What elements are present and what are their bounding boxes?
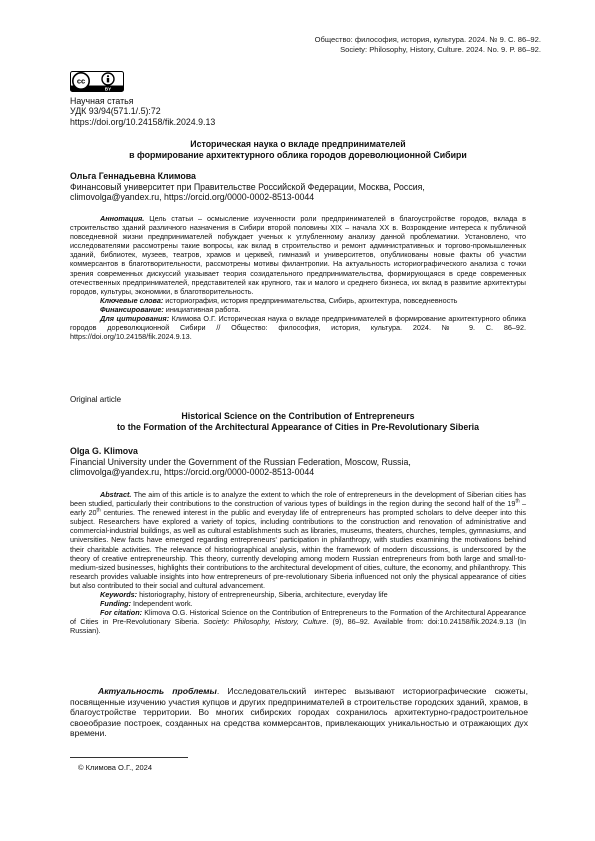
intro-paragraph	[70, 686, 528, 739]
en-abstract-label: Abstract.	[100, 490, 132, 499]
ru-abstract-block	[70, 214, 526, 341]
en-affiliation: Financial University under the Government of the Russian Federation, Moscow, Russia,	[70, 456, 411, 467]
en-abstract-text: The aim of this article is to analyze the extent to which the role of entrepreneurs in the development of Siberian cities has been studied, particularly their contributions to the construction of various types of buildings in the region during the second half of the 19	[70, 490, 526, 509]
en-title	[70, 411, 526, 433]
en-funding-text: Independent work.	[133, 599, 193, 609]
doi-link[interactable]: https://doi.org/10.24158/fik.2024.9.13	[70, 116, 216, 127]
ru-keywords-label: Ключевые слова:	[100, 295, 164, 305]
ru-author-block	[70, 171, 530, 203]
article-type: Научная статья	[70, 96, 134, 106]
intro-section	[70, 686, 528, 739]
en-abstract-block	[70, 490, 526, 636]
ru-funding	[70, 305, 526, 314]
en-funding-label: Funding:	[100, 599, 132, 609]
cc-logo-text: cc	[76, 76, 86, 86]
en-citation-text: Klimova O.G. Historical Science on the Contribution of Entrepreneurs to the Formation of the Architectural Appearance of Cities in Pre-Revolutionary Siberia.	[70, 608, 526, 627]
by-logo-text: BY	[104, 86, 112, 92]
en-abstract-text: – early 20	[70, 499, 527, 518]
ru-title-line: в формирование архитектурного облика городов дореволюционной Сибири	[129, 150, 467, 161]
ru-citation-text: Климова О.Г. Историческая наука о вкладе предпринимателей в формирование архитектурного облика городов дореволюционной Сибири // Общество: философия, история, культура. 2024. № 9. С. 86–92. https://doi.org/10.24158/fik.2024.9.13.	[70, 314, 526, 342]
en-citation-journal: Society: Philosophy, History, Culture	[203, 617, 327, 627]
en-funding	[70, 599, 526, 608]
ru-keywords	[70, 296, 526, 305]
en-keywords-text: historiography, history of entrepreneurship, Siberia, architecture, everyday life	[139, 590, 388, 600]
en-keywords	[70, 590, 526, 599]
ru-abstract-text: Цель статьи – осмысление изученности роли предпринимателей в благоустройстве городов, вклада в строительство зданий различного назначения в Сибири второй половины XIX – начала XX в. Возрождение интереса к публичной повседневной жизни предпринимателей побуждает ученых к углубленному анализу данной проблематики. Установлено, что исследователями рассмотрены такие вопросы, как вклад в строительство и ремонт административных и торгово-промышленных зданий, библиотек, музеев, театров, храмов и церквей, гимназий и университетов, опубликованы новые факты об участии коммерсантов в благотворительности, рассмотрены мотивы филантропии. На актуальность историографического анализа с точки зрения современных дискуссий указывает теория созидательного предпринимательства, формирующаяся в среде современных отечественных предпринимателей, представителей как крупного, так и малого и среднего бизнеса, их вклад в развитие архитектуры городов, культуры, экономики, в благотворительность.	[70, 214, 527, 296]
header-en: Society: Philosophy, History, Culture. 2024. No. 9. P. 86–92.	[340, 44, 541, 54]
ru-funding-label: Финансирование:	[100, 304, 164, 314]
ru-affiliation: Финансовый университет при Правительстве Российской Федерации, Москва, Россия,	[70, 181, 425, 192]
ru-author-name: Ольга Геннадьевна Климова	[70, 171, 196, 181]
en-title-line: to the Formation of the Architectural Appearance of Cities in Pre-Revolutionary Siberia	[116, 422, 480, 433]
superscript: th	[96, 507, 101, 514]
original-article-label: Original article	[70, 395, 122, 404]
en-abstract-text: centuries. The renewed interest in the public and everyday life of entrepreneurs has prompted scholars to delve deeper into this subject. Researchers have explored a variety of topics, including contributions to the construction and renovation of administrative and commercial-industrial buildings, as well as cultural establishments such as libraries, museums, theaters, churches, temples, gymnasiums, and universities. New facts have emerged regarding entrepreneurs' participation in philanthropy, with studies examining the motivations behind their charitable activities. The relevance of historiographical analysis, within the framework of modern discussions, is underscored by the theory of creative entrepreneurship. This theory, currently developing among modern Russian entrepreneurs from both large and small-to-medium-sized businesses, highlights their contributions to the architectural development of cities, culture, the economy, and philanthropy. This research provides valuable insights into how entrepreneurs of pre-revolutionary Siberia influenced not only the physical appearance of cities but also contributed to their social and cultural advancement.	[70, 508, 526, 590]
en-contacts[interactable]: climovolga@yandex.ru, https://orcid.org/0000-0002-8513-0044	[70, 467, 315, 478]
en-citation	[70, 608, 526, 635]
en-citation-label: For citation:	[100, 608, 143, 618]
ru-funding-text: инициативная работа.	[165, 304, 241, 314]
udk-code: УДК 93/94(571.1/.5):72	[70, 106, 161, 117]
header-ru: Общество: философия, история, культура. 2024. № 9. С. 86–92.	[314, 35, 541, 44]
intro-label: Актуальность проблемы	[98, 686, 217, 696]
ru-citation	[70, 314, 526, 341]
superscript: th	[515, 498, 520, 505]
ru-title-line: Историческая наука о вкладе предпринимателей	[190, 139, 406, 149]
article-meta	[70, 96, 215, 127]
journal-header	[315, 35, 541, 54]
ru-citation-label: Для цитирования:	[100, 314, 170, 324]
copyright-footnote: © Климова О.Г., 2024	[78, 763, 153, 772]
ru-title	[70, 139, 526, 161]
en-author-name: Olga G. Klimova	[70, 446, 138, 456]
ru-abstract-label: Аннотация.	[100, 214, 145, 223]
ru-contacts[interactable]: climovolga@yandex.ru, https://orcid.org/0000-0002-8513-0044	[70, 192, 315, 203]
footnote-divider	[70, 757, 188, 758]
creative-commons-by-icon	[70, 71, 124, 92]
en-keywords-label: Keywords:	[100, 590, 138, 600]
en-title-line: Historical Science on the Contribution of Entrepreneurs	[181, 411, 415, 421]
en-abstract	[70, 490, 526, 590]
intro-text: . Исследовательский интерес вызывают историографические сюжеты, посвященные изучению участия купцов и других предпринимателей в строительстве городских зданий, храмов, в благоустройстве территории. Во многих сибирских городах сохранилось архитектурно-градостроительное своеобразие построек, созданных на средства коммерсантов, привлекающих уникальностью и отражающих дух времени.	[70, 686, 528, 739]
ru-keywords-text: историография, история предпринимательства, Сибирь, архитектура, повседневность	[165, 295, 458, 305]
ru-abstract	[70, 214, 526, 296]
en-author-block	[70, 446, 530, 478]
en-citation-text: . (9), 86–92. Available from: doi:10.24158/fik.2024.9.13 (In Russian).	[70, 617, 526, 636]
